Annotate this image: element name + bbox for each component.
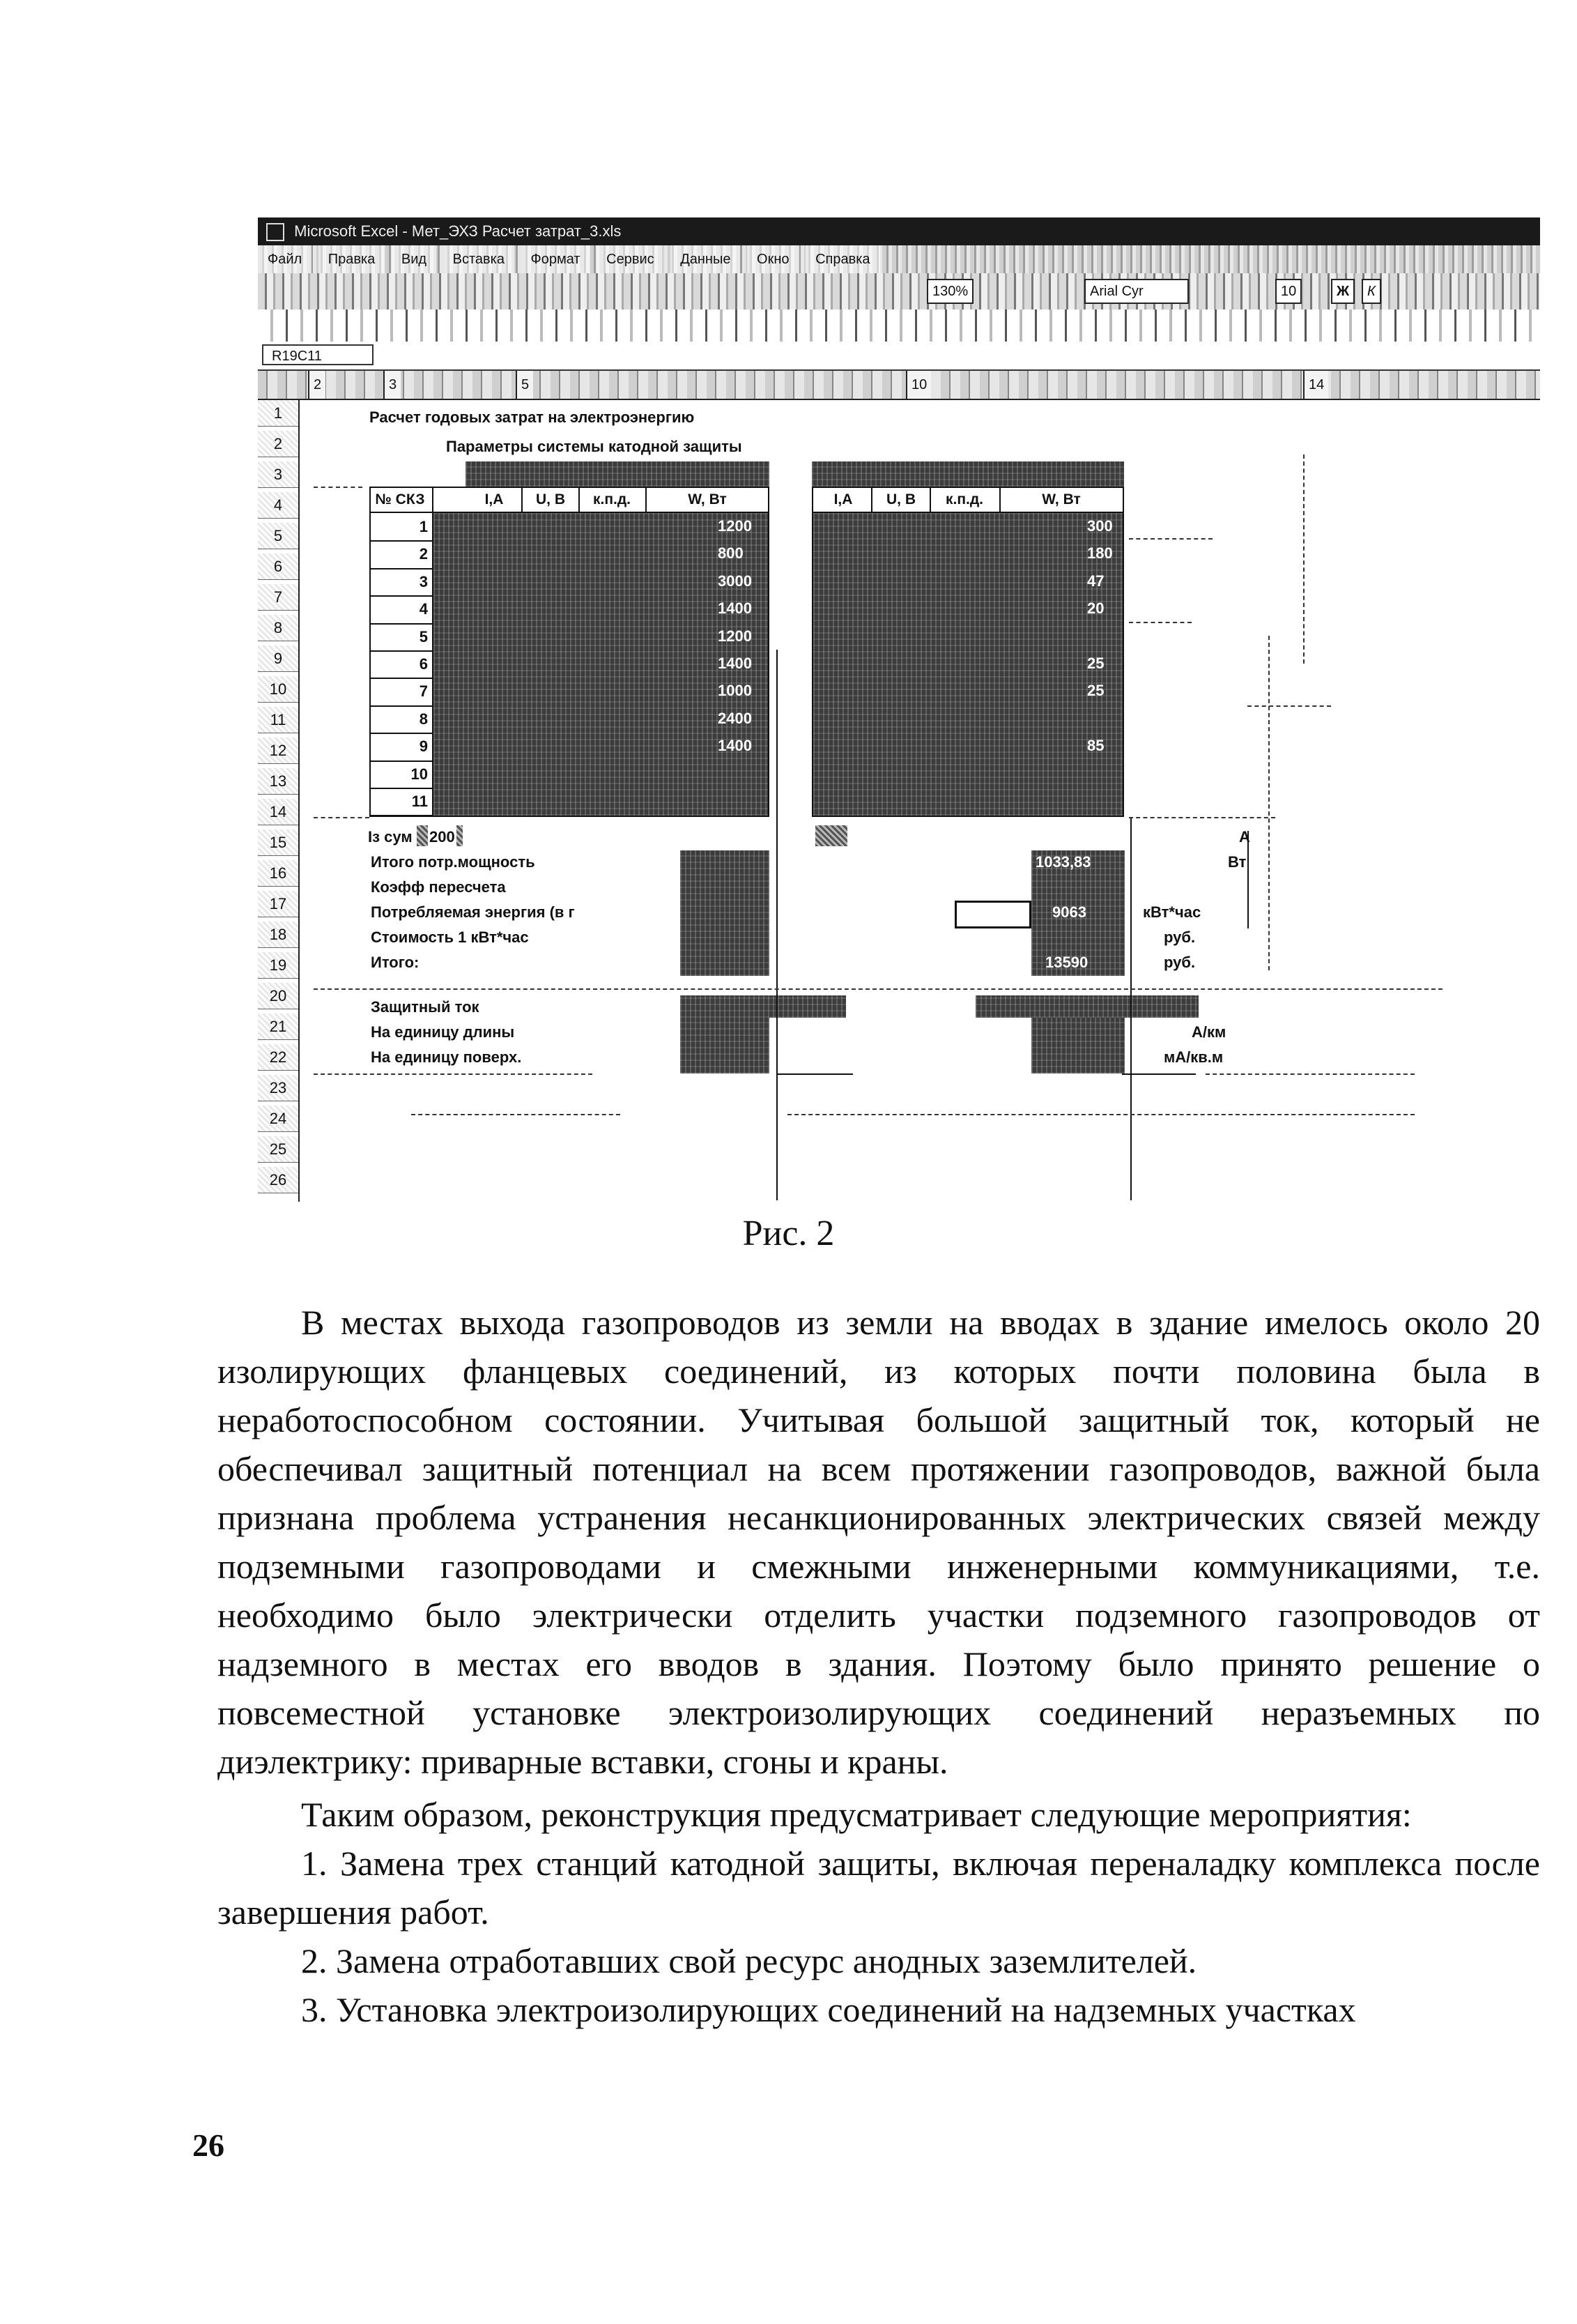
row-divider <box>369 815 433 816</box>
row-header[interactable]: 3 <box>258 461 298 488</box>
gridline <box>1303 454 1305 664</box>
menu-item-window[interactable]: Окно <box>747 245 799 273</box>
left-protective-values <box>680 1018 769 1073</box>
column-header[interactable]: 5 <box>516 371 533 399</box>
menu-item-insert[interactable]: Вставка <box>443 245 514 273</box>
excel-screenshot-figure <box>258 217 1540 1202</box>
row-header[interactable]: 24 <box>258 1106 298 1132</box>
right-table-col-divider <box>999 487 1001 512</box>
left-power-value: 2400 <box>718 709 752 727</box>
left-summary-values <box>680 850 769 976</box>
menu-item-edit[interactable]: Правка <box>318 245 385 273</box>
gridline <box>314 1073 592 1075</box>
station-number: 7 <box>419 682 428 701</box>
right-table-col-divider <box>930 487 931 512</box>
font-size-select[interactable]: 10 <box>1275 279 1302 304</box>
right-total-power-value: 1033,83 <box>1036 853 1091 871</box>
label-total-power: Итого потр.мощность <box>371 853 535 871</box>
left-table-col-divider <box>521 487 523 512</box>
row-header[interactable]: 17 <box>258 891 298 917</box>
row-header[interactable]: 26 <box>258 1167 298 1193</box>
menu-item-format[interactable]: Формат <box>521 245 590 273</box>
left-table-group-header <box>466 461 769 487</box>
row-header[interactable]: 6 <box>258 553 298 580</box>
left-power-value: 1200 <box>718 627 752 645</box>
row-header[interactable]: 13 <box>258 768 298 795</box>
figure-caption: Рис. 2 <box>742 1214 835 1253</box>
row-header[interactable]: 10 <box>258 676 298 703</box>
station-number: 5 <box>419 627 428 645</box>
label-cost-per-kwh: Стоимость 1 кВт*час <box>371 928 529 946</box>
row-header[interactable]: 16 <box>258 860 298 887</box>
row-header[interactable]: 1 <box>258 400 298 427</box>
right-table-group-header <box>812 461 1124 487</box>
label-sum-current: Iз сум <box>368 828 413 846</box>
name-box[interactable]: R19C11 <box>262 344 374 365</box>
menu-item-file[interactable]: Файл <box>258 245 311 273</box>
row-header[interactable]: 14 <box>258 799 298 825</box>
sheet-subtitle: Параметры системы катодной защиты <box>446 438 742 455</box>
station-number: 10 <box>410 765 428 783</box>
menu-item-tools[interactable]: Сервис <box>597 245 664 273</box>
column-headers <box>258 371 1540 400</box>
body-text <box>217 1298 1540 2034</box>
paragraph: Таким образом, реконструкция предусматривает следующие мероприятия: <box>301 1795 1412 1834</box>
station-number: 8 <box>419 710 428 728</box>
unit-cost: руб. <box>1164 928 1196 946</box>
column-boundary <box>1130 817 1132 1200</box>
right-power-value: 85 <box>1087 737 1105 755</box>
zoom-select[interactable]: 130% <box>927 279 974 304</box>
row-header[interactable]: 22 <box>258 1044 298 1071</box>
gridline <box>314 487 362 488</box>
right-power-value: 20 <box>1087 599 1105 618</box>
right-table-col-divider <box>871 487 872 512</box>
gridline <box>314 988 1443 990</box>
left-power-value: 1400 <box>718 655 752 672</box>
station-number: 6 <box>419 655 428 673</box>
sheet-title: Расчет годовых затрат на электроэнергию <box>369 408 695 426</box>
station-number: 9 <box>419 737 428 756</box>
left-power-value: 1200 <box>718 517 752 535</box>
row-header[interactable]: 5 <box>258 523 298 549</box>
left-header-power: W, Вт <box>688 491 727 507</box>
label-coefficient: Коэфф пересчета <box>371 878 506 896</box>
unit-power: Вт <box>1228 853 1247 871</box>
row-boundary <box>1122 1073 1196 1075</box>
excel-title-bar <box>258 217 1540 245</box>
station-number: 2 <box>419 545 428 563</box>
unit-per-length: А/км <box>1192 1023 1226 1041</box>
column-header[interactable]: 2 <box>308 371 325 399</box>
left-power-value: 1000 <box>718 682 752 700</box>
row-header[interactable]: 20 <box>258 983 298 1009</box>
italic-button[interactable]: К <box>1362 279 1381 304</box>
bold-button[interactable]: Ж <box>1331 279 1355 304</box>
unit-energy: кВт*час <box>1143 903 1201 921</box>
label-energy: Потребляемая энергия (в г <box>371 903 575 921</box>
right-power-value: 25 <box>1087 655 1105 672</box>
formatting-toolbar <box>258 309 1540 342</box>
station-number: 4 <box>419 600 428 618</box>
font-name-select[interactable]: Arial Cyr <box>1084 279 1189 304</box>
left-power-value: 800 <box>718 544 744 563</box>
window-title: Microsoft Excel - Мет_ЭХЗ Расчет затрат_3.xls <box>294 222 622 240</box>
left-header-voltage: U, B <box>536 491 565 507</box>
row-header[interactable]: 12 <box>258 737 298 764</box>
paragraph: В местах выхода газопроводов из земли на вводах в здание имелось около 20 изолирующих фланцевых соединений, из которых почти половина была в неработоспособном состоянии. Учитывая большой защитный ток, который не обеспечивал защитный потенциал на всем протяжении газопроводов, важной была признана проблема устранения несанкционированных электрических связей между подземными газопроводами и смежными инженерными коммуникациями, т.е. необходимо было электрически отделить участки подземного газопроводов от надземного в местах его вводов в здания. Поэтому было принято решение о повсеместной установке электроизолирующих соединений неразъемных по диэлектрику: приварные вставки, сгоны и краны. <box>217 1303 1540 1781</box>
station-number: 11 <box>411 793 428 810</box>
column-header[interactable]: 10 <box>906 371 931 399</box>
row-header[interactable]: 23 <box>258 1075 298 1101</box>
row-header[interactable]: 25 <box>258 1136 298 1163</box>
column-boundary <box>776 650 778 1200</box>
right-table-data-block <box>813 513 1123 816</box>
left-protective-header <box>680 995 846 1018</box>
left-power-value: 3000 <box>718 572 752 590</box>
label-per-length: На единицу длины <box>371 1023 515 1041</box>
standard-toolbar <box>258 273 1540 311</box>
right-sum-shade <box>815 825 847 846</box>
menu-item-data[interactable]: Данные <box>670 245 740 273</box>
row-boundary <box>776 1073 853 1075</box>
unit-current: A <box>1239 828 1250 846</box>
column-header[interactable]: 3 <box>383 371 401 399</box>
left-power-value: 1400 <box>718 737 752 755</box>
left-power-value: 1400 <box>718 599 752 618</box>
right-header-efficiency: к.п.д. <box>945 491 984 507</box>
label-total: Итого: <box>371 954 420 971</box>
row-header[interactable]: 21 <box>258 1014 298 1040</box>
gridline <box>1129 817 1275 818</box>
right-total-value: 13590 <box>1045 954 1088 971</box>
row-headers <box>258 400 300 1202</box>
station-number: 1 <box>419 518 428 535</box>
gridline <box>1268 636 1270 970</box>
excel-app-icon <box>266 223 284 241</box>
sum-current-value: 200 <box>428 825 456 849</box>
row-header[interactable]: 19 <box>258 952 298 979</box>
menu-item-view[interactable]: Вид <box>392 245 436 273</box>
right-power-value: 180 <box>1087 544 1113 563</box>
list-item: 1. Замена трех станций катодной защиты, включая переналадку комплекса после завершения работ. <box>217 1844 1540 1932</box>
row-header[interactable]: 18 <box>258 922 298 948</box>
label-protective-current: Защитный ток <box>371 998 479 1016</box>
right-header-power: W, Вт <box>1042 491 1081 507</box>
gridline <box>1129 622 1192 623</box>
list-item: 3. Установка электроизолирующих соединений на надземных участках <box>301 1990 1356 2029</box>
right-power-value: 300 <box>1087 517 1113 535</box>
left-table-col-divider <box>578 487 580 512</box>
left-table-col-divider <box>645 487 647 512</box>
row-header[interactable]: 9 <box>258 645 298 672</box>
page-number: 26 <box>192 2127 224 2163</box>
row-header[interactable]: 11 <box>258 707 298 733</box>
right-header-voltage: U, B <box>886 491 916 507</box>
right-energy-value: 9063 <box>1052 903 1086 921</box>
station-number: 3 <box>419 572 428 590</box>
left-header-current: I,A <box>484 491 504 507</box>
formula-bar <box>258 342 1540 371</box>
unit-per-surface: мА/кв.м <box>1164 1048 1224 1066</box>
column-boundary <box>1247 831 1249 928</box>
right-header-current: I,A <box>833 491 853 507</box>
gridline <box>314 817 369 818</box>
column-header[interactable]: 14 <box>1303 371 1328 399</box>
excel-menu-bar <box>258 245 1540 273</box>
row-header[interactable]: 4 <box>258 492 298 519</box>
menu-item-help[interactable]: Справка <box>806 245 879 273</box>
row-header[interactable]: 2 <box>258 431 298 457</box>
label-per-surface: На единицу поверх. <box>371 1048 522 1066</box>
right-power-value: 47 <box>1087 572 1105 590</box>
gridline <box>1129 538 1213 540</box>
left-header-efficiency: к.п.д. <box>592 491 631 507</box>
right-protective-header <box>976 995 1199 1018</box>
gridline <box>787 1114 1415 1115</box>
right-protective-values <box>1031 1018 1125 1073</box>
right-power-value: 25 <box>1087 682 1105 700</box>
row-header[interactable]: 8 <box>258 615 298 641</box>
gridline <box>1247 705 1331 707</box>
row-header[interactable]: 15 <box>258 830 298 856</box>
row-header[interactable]: 7 <box>258 584 298 611</box>
gridline <box>1206 1073 1415 1075</box>
unit-total: руб. <box>1164 954 1196 971</box>
gridline <box>411 1114 620 1115</box>
left-header-station: № СКЗ <box>375 491 425 507</box>
list-item: 2. Замена отработавших свой ресурс анодных заземлителей. <box>301 1941 1197 1980</box>
selected-cell-R19C11[interactable] <box>955 901 1031 928</box>
